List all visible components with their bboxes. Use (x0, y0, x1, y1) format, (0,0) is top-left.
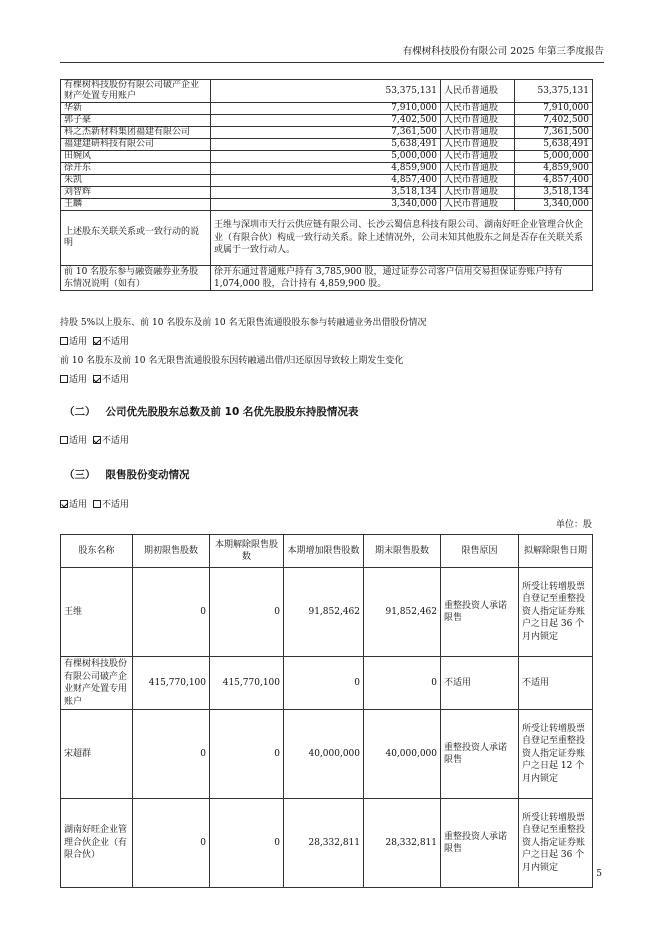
applicable-label: 适用 (69, 375, 88, 385)
change-title: 前 10 名股东及前 10 名无限售流通股股东因转融通出借/归还原因导致较上期发生变化 (60, 356, 404, 366)
holder-name: 王维 (61, 568, 133, 657)
applicable-label: 适用 (69, 337, 88, 347)
share-type: 人民币普通股 (441, 80, 515, 103)
share-qty: 3,518,134 (515, 187, 593, 199)
section-title: 限售股份变动情况 (105, 469, 190, 481)
preferred-options (60, 435, 129, 448)
end-restricted: 40,000,000 (364, 710, 441, 799)
page-number: 5 (596, 869, 602, 879)
checkbox-empty-icon[interactable] (60, 436, 68, 444)
holder-name: 郭子豪 (61, 115, 211, 127)
added: 0 (284, 657, 364, 710)
not-applicable-label: 不适用 (101, 500, 129, 510)
holder-name: 宋超群 (61, 710, 133, 799)
holder-shares: 7,361,500 (211, 127, 441, 139)
release-date: 所受让转增股票自登记至重整投资人指定证券账户之日起 36 个月内锁定 (519, 568, 593, 657)
released: 415,770,100 (210, 657, 284, 710)
restricted-options (60, 499, 129, 512)
holder-name: 有棵树科技股份有限公司破产企业财产处置专用账户 (61, 80, 211, 103)
end-restricted: 0 (364, 657, 441, 710)
restriction-reason: 不适用 (441, 657, 519, 710)
holder-shares: 5,000,000 (211, 151, 441, 163)
begin-restricted: 0 (133, 799, 210, 888)
applicable-label: 适用 (69, 436, 88, 446)
table-row (61, 175, 593, 187)
top-holders-table (60, 79, 593, 291)
checkbox-empty-icon[interactable] (93, 500, 101, 508)
holder-name: 王麟 (61, 199, 211, 211)
report-header: 有棵树科技股份有限公司 2025 年第三季度报告 (402, 46, 604, 57)
release-date: 不适用 (519, 657, 593, 710)
table-row (61, 139, 593, 151)
table-row (61, 80, 593, 103)
share-qty: 5,638,491 (515, 139, 593, 151)
holder-shares: 4,859,900 (211, 163, 441, 175)
column-header: 拟解除限售日期 (519, 535, 593, 568)
begin-restricted: 0 (133, 568, 210, 657)
share-type: 人民币普通股 (441, 199, 515, 211)
checkbox-empty-icon[interactable] (60, 375, 68, 383)
table-row (61, 187, 593, 199)
column-header: 限售原因 (441, 535, 519, 568)
share-qty: 5,000,000 (515, 151, 593, 163)
holder-shares: 7,402,500 (211, 115, 441, 127)
checkbox-checked-icon[interactable] (93, 337, 101, 345)
column-header: 期末限售股数 (364, 535, 441, 568)
change-options (60, 374, 129, 387)
checkbox-checked-icon[interactable] (93, 375, 101, 383)
share-qty: 7,361,500 (515, 127, 593, 139)
restriction-reason: 重整投资人承诺限售 (441, 568, 519, 657)
holder-name: 刘智辉 (61, 187, 211, 199)
table-row (61, 163, 593, 175)
share-qty: 4,857,400 (515, 175, 593, 187)
restriction-reason: 重整投资人承诺限售 (441, 799, 519, 888)
holder-shares: 5,638,491 (211, 139, 441, 151)
share-qty: 4,859,900 (515, 163, 593, 175)
release-date: 所受让转增股票自登记至重整投资人指定证券账户之日起 36 个月内锁定 (519, 799, 593, 888)
share-qty: 7,402,500 (515, 115, 593, 127)
table-header-row (61, 535, 593, 568)
released: 0 (210, 568, 284, 657)
applicable-label: 适用 (69, 500, 88, 510)
holder-name: 湖南好旺企业管理合伙企业（有限合伙） (61, 799, 133, 888)
share-type: 人民币普通股 (441, 175, 515, 187)
not-applicable-label: 不适用 (101, 337, 129, 347)
table-row (61, 151, 593, 163)
share-type: 人民币普通股 (441, 151, 515, 163)
share-type: 人民币普通股 (441, 163, 515, 175)
share-qty: 7,910,000 (515, 103, 593, 115)
added: 40,000,000 (284, 710, 364, 799)
section-title: 公司优先股股东总数及前 10 名优先股股东持股情况表 (105, 406, 359, 418)
holder-name: 徐开东 (61, 163, 211, 175)
holder-shares: 4,857,400 (211, 175, 441, 187)
column-header: 本期增加限售股数 (284, 535, 364, 568)
header-divider (60, 62, 604, 63)
share-type: 人民币普通股 (441, 127, 515, 139)
column-header: 期初限售股数 (133, 535, 210, 568)
not-applicable-label: 不适用 (101, 375, 129, 385)
holder-name: 华新 (61, 103, 211, 115)
begin-restricted: 0 (133, 710, 210, 799)
added: 91,852,462 (284, 568, 364, 657)
share-type: 人民币普通股 (441, 139, 515, 151)
end-restricted: 28,332,811 (364, 799, 441, 888)
table-row (61, 799, 593, 888)
checkbox-empty-icon[interactable] (60, 337, 68, 345)
share-type: 人民币普通股 (441, 115, 515, 127)
table-row (61, 115, 593, 127)
column-header: 股东名称 (61, 535, 133, 568)
holder-name: 田婉风 (61, 151, 211, 163)
lending-options (60, 336, 129, 349)
table-row (61, 103, 593, 115)
holder-shares: 53,375,131 (211, 80, 441, 103)
financing-row (61, 266, 593, 291)
lending-title: 持股 5%以上股东、前 10 名股东及前 10 名无限售流通股股东参与转融通业务出借股份情况 (60, 318, 427, 328)
released: 0 (210, 799, 284, 888)
holder-shares: 3,518,134 (211, 187, 441, 199)
financing-label: 前 10 名股东参与融资融券业务股东情况说明（如有） (61, 266, 211, 291)
relation-row (61, 211, 593, 266)
section-number: （三） (64, 469, 96, 481)
financing-text: 徐开东通过普通账户持有 3,785,900 股，通过证券公司客户信用交易担保证券账户持有 1,074,000 股，合计持有 4,859,900 股。 (211, 266, 593, 291)
column-header: 本期解除限售股数 (210, 535, 284, 568)
added: 28,332,811 (284, 799, 364, 888)
share-qty: 3,340,000 (515, 199, 593, 211)
share-type: 人民币普通股 (441, 187, 515, 199)
restriction-reason: 重整投资人承诺限售 (441, 710, 519, 799)
section-number: （二） (64, 406, 96, 418)
holder-name: 有棵树科技股份有限公司破产企业财产处置专用账户 (61, 657, 133, 710)
not-applicable-label: 不适用 (101, 436, 129, 446)
restricted-shares-table (60, 534, 593, 888)
table-row (61, 127, 593, 139)
holder-shares: 7,910,000 (211, 103, 441, 115)
share-qty: 53,375,131 (515, 80, 593, 103)
begin-restricted: 415,770,100 (133, 657, 210, 710)
release-date: 所受让转增股票自登记至重整投资人指定证券账户之日起 12 个月内锁定 (519, 710, 593, 799)
table-row (61, 710, 593, 799)
relation-text: 王维与深圳市天行云供应链有限公司、长沙云蜀信息科技有限公司、湖南好旺企业管理合伙企业（有限合伙）构成一致行动关系。除上述情况外，公司未知其他股东之间是否存在关联关系或属于一致行动人。 (211, 211, 593, 266)
released: 0 (210, 710, 284, 799)
relation-label: 上述股东关联关系或一致行动的说明 (61, 211, 211, 266)
table-row (61, 657, 593, 710)
table-row (61, 199, 593, 211)
holder-name: 福建建研科技有限公司 (61, 139, 211, 151)
table-row (61, 568, 593, 657)
end-restricted: 91,852,462 (364, 568, 441, 657)
checkbox-checked-icon[interactable] (93, 436, 101, 444)
section-restricted-heading (64, 468, 190, 482)
holder-name: 科之杰新材料集团福建有限公司 (61, 127, 211, 139)
holder-shares: 3,340,000 (211, 199, 441, 211)
share-type: 人民币普通股 (441, 103, 515, 115)
checkbox-checked-icon[interactable] (60, 500, 68, 508)
section-preferred-heading (64, 405, 358, 419)
holder-name: 朱凯 (61, 175, 211, 187)
unit-label: 单位：股 (555, 520, 592, 530)
